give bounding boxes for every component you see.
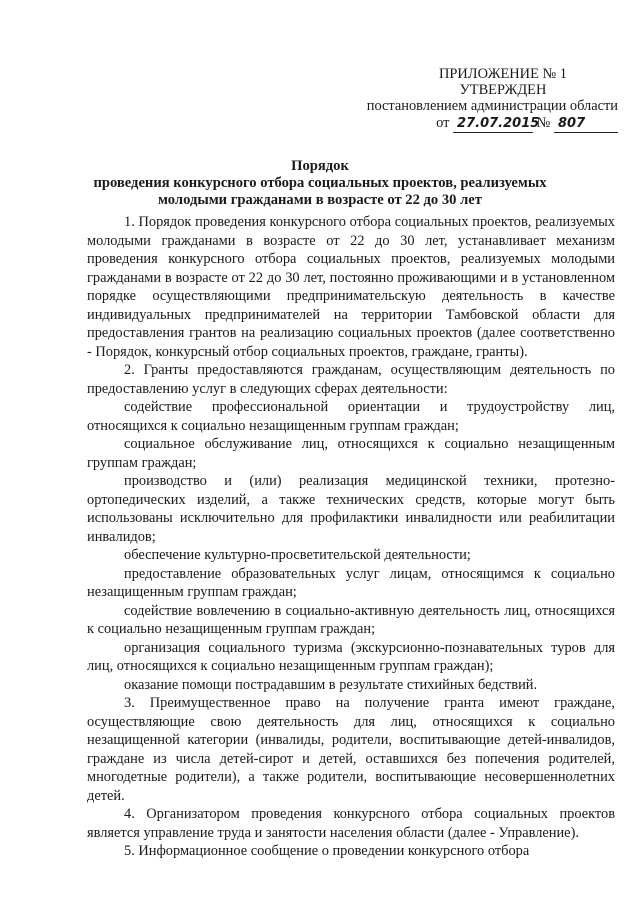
list-item: предоставление образовательных услуг лицам, относящимся к социально незащищенным группам граждан; — [87, 565, 615, 600]
paragraph-4: 4. Организатором проведения конкурсного отбора социальных проектов является управление труда и занятости населения области (далее - Управление). — [87, 806, 615, 841]
list-item: организация социального туризма (экскурсионно-познавательных туров для лиц, относящихся к социально незащищенным группам граждан); — [87, 639, 615, 674]
approval-number: 807 — [554, 116, 618, 133]
list-item: оказание помощи пострадавшим в результате стихийных бедствий. — [124, 676, 538, 693]
list-item: содействие вовлечению в социально-активную деятельность лиц, относящихся к социально незащищенным группам граждан; — [87, 602, 615, 637]
title-line-3: молодыми гражданами в возрасте от 22 до 30 лет — [158, 192, 482, 208]
list-item: обеспечение культурно-просветительской деятельности; — [124, 547, 471, 563]
paragraph-5: 5. Информационное сообщение о проведении конкурсного отбора — [124, 843, 530, 859]
title-line-2: проведения конкурсного отбора социальных проектов, реализуемых — [93, 175, 547, 191]
title-line-1: Порядок — [291, 158, 349, 174]
approved-label: УТВЕРЖДЕН — [459, 82, 547, 98]
document-title — [60, 158, 580, 209]
date-prefix: от — [436, 115, 450, 131]
approval-block — [318, 66, 618, 133]
approval-date-line — [318, 115, 618, 133]
appendix-label: ПРИЛОЖЕНИЕ № 1 — [439, 66, 567, 82]
list-item: производство и (или) реализация медицинской техники, протезно-ортопедических изделий, а также технических средств, которые могут быть использованы исключительно для профилактики инвалидности или реабилитации инвалидов; — [87, 473, 615, 545]
number-prefix: № — [536, 115, 551, 131]
document-body — [87, 213, 615, 861]
approval-date: 27.07.2015 — [453, 116, 533, 133]
list-item: содействие профессиональной ориентации и трудоустройству лиц, относящихся к социально незащищенным группам граждан; — [87, 399, 615, 434]
paragraph-1: 1. Порядок проведения конкурсного отбора социальных проектов, реализуемых молодыми гражданами в возрасте от 22 до 30 лет, устанавливает механизм проведения конкурсного отбора социальных проектов, реализуемых молодыми гражданами в возрасте от 22 до 30 лет, постоянно проживающими и в установленном порядке осуществляющими предпринимательскую деятельность в качестве индивидуальных предпринимателей на территории Тамбовской области для предоставления грантов на реализацию социальных проектов (далее соответственно - Порядок, конкурсный отбор социальных проектов, граждане, гранты). — [87, 214, 615, 360]
paragraph-2: 2. Гранты предоставляются гражданам, осуществляющим деятельность по предоставлению услуг в следующих сферах деятельности: — [87, 362, 615, 397]
approved-by: постановлением администрации области — [366, 98, 618, 114]
list-item: социальное обслуживание лиц, относящихся к социально незащищенным группам граждан; — [87, 436, 615, 471]
paragraph-3: 3. Преимущественное право на получение гранта имеют граждане, осуществляющие свою деятельность для лиц, относящихся к социально незащищенной категории (инвалиды, родители, воспитывающие детей-инвалидов, граждане из числа детей-сирот и детей, оставшихся без попечения родителей, многодетные родители), а также родители, воспитывающие несовершеннолетних детей. — [87, 695, 615, 804]
